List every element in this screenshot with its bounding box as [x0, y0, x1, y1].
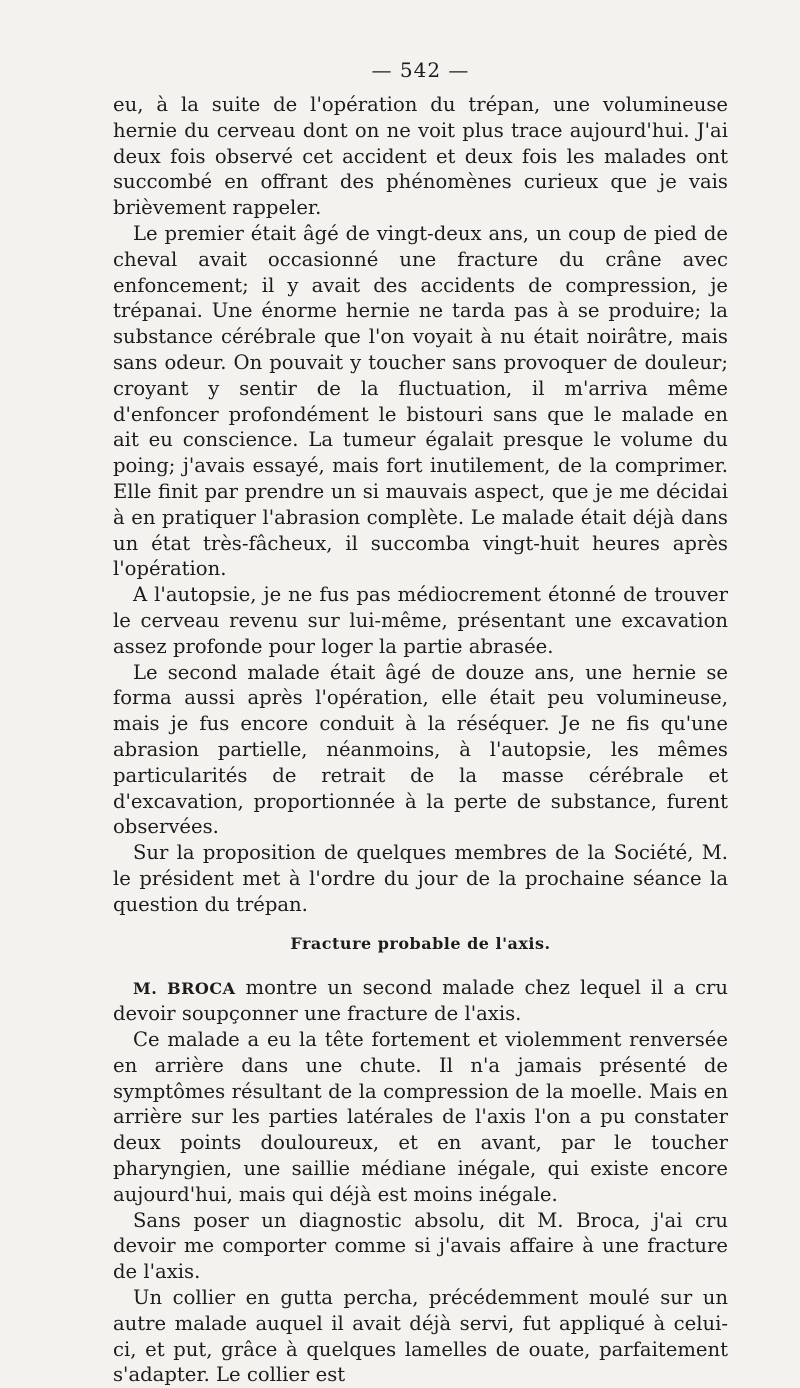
paragraph: Sur la proposition de quelques membres de la Société, M. le président met à l'ordre du jour de la prochaine séance la question du trépan.	[113, 840, 728, 917]
paragraph: Un collier en gutta percha, précédemment moulé sur un autre malade auquel il avait déjà servi, fut appliqué à celui-ci, et put, grâce à quelques lamelles de ouate, parfaitement s'adapter. Le collier est	[113, 1285, 728, 1388]
paragraph: eu, à la suite de l'opération du trépan, une volumineuse hernie du cerveau dont on ne voit plus trace aujourd'hui. J'ai deux fois observé cet accident et deux fois les malades ont succombé en offrant des phénomènes curieux que je vais brièvement rappeler.	[113, 92, 728, 221]
page-number: — 542 —	[113, 58, 728, 82]
paragraph: Le premier était âgé de vingt-deux ans, un coup de pied de cheval avait occasionné une fracture du crâne avec enfoncement; il y avait des accidents de compression, je trépanai. Une énorme hernie ne tarda pas à se produire; la substance cérébrale que l'on voyait à nu était noirâtre, mais sans odeur. On pouvait y toucher sans provoquer de douleur; croyant y sentir de la fluctuation, il m'arriva même d'enfoncer profondément le bistouri sans que le malade en ait eu conscience. La tumeur égalait presque le volume du poing; j'avais essayé, mais fort inutilement, de la comprimer. Elle finit par prendre un si mauvais aspect, que je me décidai à en pratiquer l'abrasion complète. Le malade était déjà dans un état très-fâcheux, il succomba vingt-huit heures après l'opération.	[113, 221, 728, 582]
text-block-after	[113, 975, 728, 1388]
paragraph: Ce malade a eu la tête fortement et violemment renversée en arrière dans une chute. Il n'a jamais présenté de symptômes résultant de la compression de la moelle. Mais en arrière sur les parties latérales de l'axis l'on a pu constater deux points douloureux, et en avant, par le toucher pharyngien, une saillie médiane inégale, qui existe encore aujourd'hui, mais qui déjà est moins inégale.	[113, 1027, 728, 1208]
speaker-name: M. BROCA	[133, 979, 236, 998]
paragraph: Le second malade était âgé de douze ans, une hernie se forma aussi après l'opération, elle était peu volumineuse, mais je fus encore conduit à la réséquer. Je ne fis qu'une abrasion partielle, néanmoins, à l'autopsie, les mêmes particularités de retrait de la masse cérébrale et d'excavation, proportionnée à la perte de substance, furent observées.	[113, 660, 728, 841]
paragraph: A l'autopsie, je ne fus pas médiocrement étonné de trouver le cerveau revenu sur lui-même, présentant une excavation assez profonde pour loger la partie abrasée.	[113, 582, 728, 659]
text-block-before	[113, 92, 728, 918]
speaker-paragraph-text: montre un second malade chez lequel il a cru devoir soupçonner une fracture de l'axis.	[113, 976, 728, 1026]
speaker-paragraph	[113, 975, 728, 1028]
paragraph: Sans poser un diagnostic absolu, dit M. Broca, j'ai cru devoir me comporter comme si j'avais affaire à une fracture de l'axis.	[113, 1208, 728, 1285]
section-heading: Fracture probable de l'axis.	[113, 934, 728, 953]
